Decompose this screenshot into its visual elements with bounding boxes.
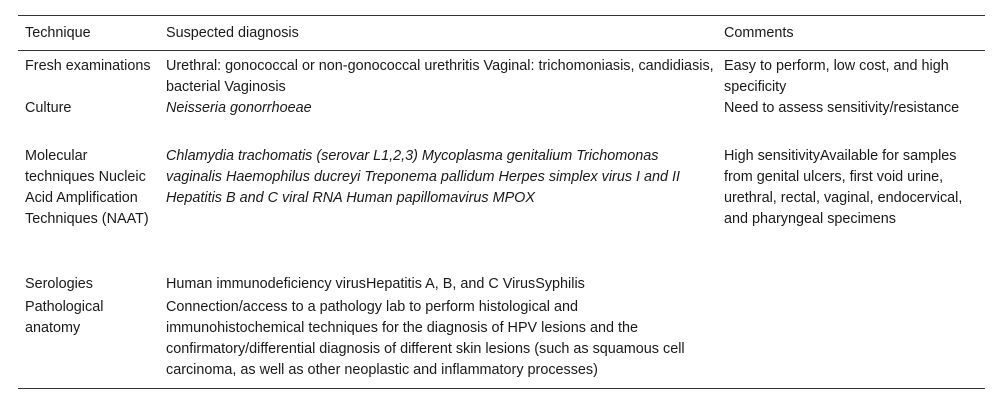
table-row <box>18 98 985 146</box>
cell-diagnosis: Chlamydia trachomatis (serovar L1,2,3) Mycoplasma genitalium Trichomonas vaginalis Haemophilus ducreyi Treponema pallidum Herpes simplex virus I and II Hepatitis B and C viral RNA Human papillomavirus MPOX <box>166 148 681 206</box>
cell-technique: Molecular techniques Nucleic Acid Amplification Techniques (NAAT) <box>25 148 149 227</box>
table-body <box>18 51 985 389</box>
cell-comments <box>717 297 985 389</box>
table-row <box>18 297 985 389</box>
table-row <box>18 146 985 274</box>
cell-comments: Easy to perform, low cost, and high specificity <box>724 58 949 95</box>
cell-diagnosis: Connection/access to a pathology lab to perform histological and immunohistochemical techniques for the diagnosis of HPV lesions and the confirmatory/differential diagnosis of different skin lesions (such as squamous cell carcinoma, as well as other neoplastic and inflammatory processes) <box>166 299 685 378</box>
cell-technique: Pathological anatomy <box>25 299 104 336</box>
cell-comments <box>717 274 985 297</box>
header-suspected-diagnosis: Suspected diagnosis <box>166 25 299 41</box>
table-row <box>18 51 985 99</box>
cell-diagnosis: Neisseria gonorrhoeae <box>166 100 312 116</box>
table-row <box>18 274 985 297</box>
cell-diagnosis: Human immunodeficiency virusHepatitis A, B, and C VirusSyphilis <box>166 276 585 292</box>
diagnostic-techniques-table-container <box>18 15 985 389</box>
cell-diagnosis: Urethral: gonococcal or non-gonococcal urethritis Vaginal: trichomoniasis, candidiasis, bacterial Vaginosis <box>166 58 714 95</box>
header-row <box>18 16 985 51</box>
cell-comments: High sensitivityAvailable for samples from genital ulcers, first void urine, urethral, rectal, vaginal, endocervical, and pharyngeal specimens <box>724 148 963 227</box>
cell-technique: Fresh examinations <box>25 58 151 74</box>
cell-technique: Culture <box>25 100 72 116</box>
header-comments: Comments <box>724 25 794 41</box>
table-header <box>18 16 985 51</box>
diagnostic-techniques-table <box>18 15 985 389</box>
cell-comments: Need to assess sensitivity/resistance <box>724 100 960 116</box>
cell-technique: Serologies <box>25 276 93 292</box>
header-technique: Technique <box>25 25 91 41</box>
